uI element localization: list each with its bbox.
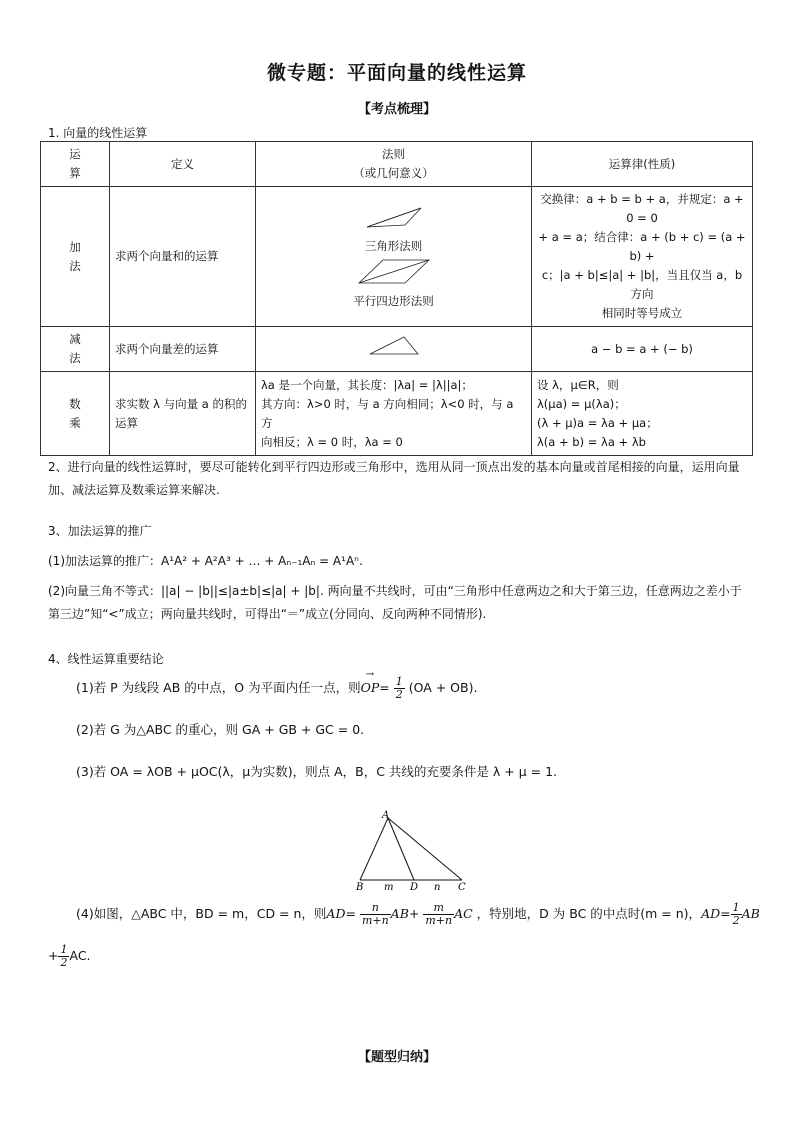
item4-title: 4、线性运算重要结论 (48, 652, 164, 666)
row-add-op: 加 法 (41, 187, 110, 327)
label-b: B (356, 882, 364, 893)
row-mul-op: 数 乘 (41, 372, 110, 456)
row-sub-laws: a − b = a + (− b) (532, 327, 753, 372)
row-mul-laws: 设 λ，μ∈R，则 λ(μa) = μ(λa)； (λ + μ)a = λa + μa； λ(a + b) = λa + λb (532, 372, 753, 456)
conclusion-2: (2)若 G 为△ABC 的重心，则 GA + GB + GC = 0. (76, 722, 365, 737)
paragraph-2: 2、进行向量的线性运算时，要尽可能转化到平行四边形或三角形中，选用从同一顶点出发的基本向量或首尾相接的向量，运用向量加、减法运算及数乘运算来解决. (48, 460, 740, 497)
row-sub-def: 求两个向量差的运算 (110, 327, 256, 372)
row-add-rule (256, 187, 532, 327)
parallelogram-rule-label: 平行四边形法则 (353, 293, 434, 308)
row-add-laws: 交换律：a + b = b + a，并规定：a + 0 = 0 + a = a；结合律：a + (b + c) = (a + b) + c；|a + b|≤|a| + |b|，当且仅当 a，b 方向 相同时等号成立 (532, 187, 753, 327)
row-sub-rule (256, 327, 532, 372)
header-rule: 法则 （或几何意义） (256, 142, 532, 187)
row-mul-rule: λa 是一个向量，其长度：|λa| = |λ||a|； 其方向：λ>0 时，与 a 方向相同；λ<0 时，与 a 方 向相反；λ = 0 时，λa = 0 (256, 372, 532, 456)
conclusion-1: (1)若 P 为线段 AB 的中点，O 为平面内任一点，则→ OP= $\frac{1}{2}$ (OA + OB). (76, 676, 477, 701)
fraction-half: $\frac{1}{2}$ (395, 675, 403, 701)
item3-title: 3、加法运算的推广 (48, 524, 152, 538)
item1-title: 1. 向量的线性运算 (48, 126, 148, 140)
linear-operations-table (40, 141, 753, 456)
parallelogram-rule-diagram (353, 256, 435, 286)
page-title: 微专题：平面向量的线性运算 (266, 62, 527, 84)
section-header-points: 【考点梳理】 (357, 102, 436, 117)
header-laws: 运算律(性质) (532, 142, 753, 187)
conclusion-3: (3)若 OA = λOB + μOC(λ，μ为实数)，则点 A，B，C 共线的充要条件是 λ + μ = 1. (76, 764, 558, 779)
subtraction-diagram (364, 334, 424, 358)
conclusion-4: (4)如图，△ABC 中，BD = m，CD = n，则AD= $\frac{n}{m+n}$ AB+ $\frac{m}{m+n}$ AC ，特别地，D 为 BC 的中点时(m = n)，AD= $\frac{1}{2}$ AB (76, 901, 760, 927)
section-header-types: 【题型归纳】 (357, 1050, 436, 1065)
label-a: A (382, 810, 390, 821)
conclusion-4-cont: + $\frac{1}{2}$ AC. (48, 943, 91, 969)
triangle-rule-label: 三角形法则 (364, 238, 423, 253)
item3-2: (2)向量三角不等式：||a| − |b||≤|a±b|≤|a| + |b|. 两向量不共线时，可由“三角形中任意两边之和大于第三边，任意两边之差小于第三边”知“<”成立；两向量共线时，可得出“＝”成立(分同向、反向两种不同情形). (48, 584, 742, 621)
triangle-abd-figure (350, 810, 480, 895)
label-n: n (434, 882, 441, 893)
header-op: 运 算 (41, 142, 110, 187)
row-sub-op: 减 法 (41, 327, 110, 372)
label-c: C (458, 882, 466, 893)
item3-1: (1)加法运算的推广：A¹A² + A²A³ + … + Aₙ₋₁Aₙ = A¹Aⁿ. (48, 554, 363, 568)
row-mul-def: 求实数 λ 与向量 a 的积的运算 (110, 372, 256, 456)
header-definition: 定义 (110, 142, 256, 187)
row-add-def: 求两个向量和的运算 (110, 187, 256, 327)
label-m: m (384, 882, 394, 893)
triangle-rule-diagram (359, 203, 429, 231)
label-d: D (410, 882, 419, 893)
